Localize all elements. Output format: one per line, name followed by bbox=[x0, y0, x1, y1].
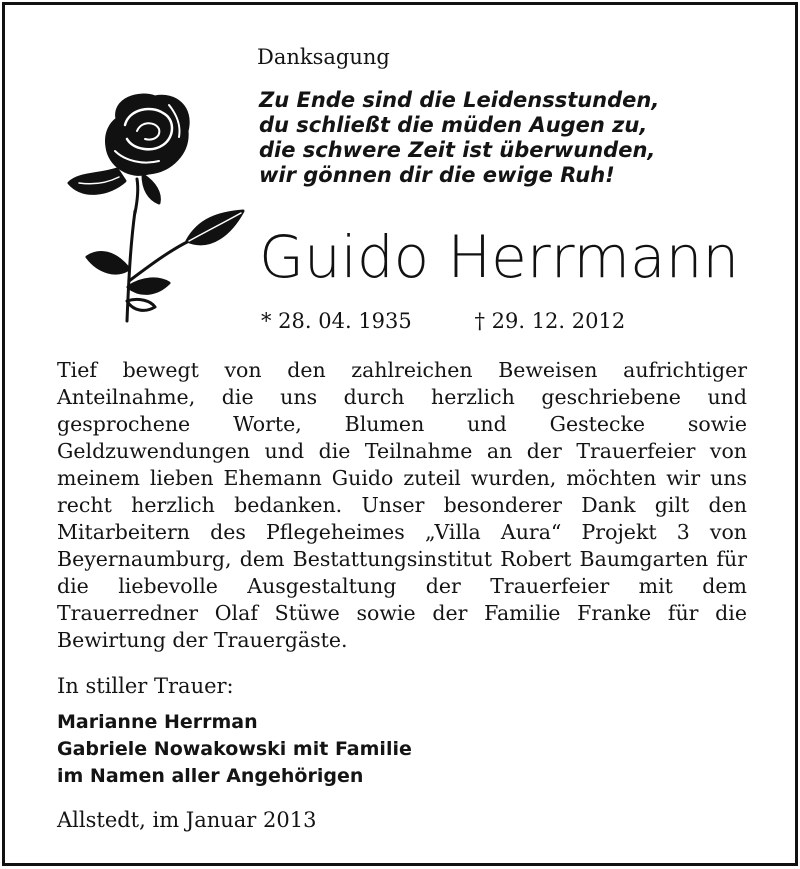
poem bbox=[259, 88, 659, 188]
mourner-list bbox=[57, 709, 412, 790]
mourner-name: Gabriele Nowakowski mit Familie bbox=[57, 738, 412, 760]
birth-date: * 28. 04. 1935 bbox=[261, 309, 412, 333]
thank-you-message: Tief bewegt von den zahlreichen Beweisen aufrichtiger Anteilnahme, die uns durch herzlich geschriebene und gesprochene Worte, Blumen und Gestecke sowie Geldzuwendungen und die Teilnahme an der Trauerfeier von meinem lieben Ehemann Guido zuteil wurden, möchten wir uns recht herzlich bedanken. Unser besonderer Dank gilt den Mitarbeitern des Pflegeheimes „Villa Aura“ Projekt 3 von Beyernaumburg, dem Bestattungsinstitut Robert Baumgarten für die liebevolle Ausgestaltung der Trauerfeier mit dem Trauerredner Olaf Stüwe sowie der Familie Franke für die Bewirtung der Trauergäste. bbox=[57, 358, 747, 652]
rose-icon bbox=[59, 91, 245, 323]
place-date: Allstedt, im Januar 2013 bbox=[57, 808, 317, 832]
mourning-label: In stiller Trauer: bbox=[57, 674, 234, 698]
obituary-card bbox=[2, 2, 798, 866]
poem-line: wir gönnen dir die ewige Ruh! bbox=[259, 163, 615, 187]
death-date: † 29. 12. 2012 bbox=[474, 309, 626, 333]
mourner-name: im Namen aller Angehörigen bbox=[57, 765, 364, 787]
poem-line: die schwere Zeit ist überwunden, bbox=[259, 138, 656, 162]
mourner-name: Marianne Herrman bbox=[57, 711, 258, 733]
poem-line: Zu Ende sind die Leidensstunden, bbox=[259, 88, 660, 112]
header-label: Danksagung bbox=[257, 45, 390, 69]
deceased-name: Guido Herrmann bbox=[259, 223, 740, 291]
life-dates bbox=[261, 309, 625, 333]
poem-line: du schließt die müden Augen zu, bbox=[259, 113, 648, 137]
